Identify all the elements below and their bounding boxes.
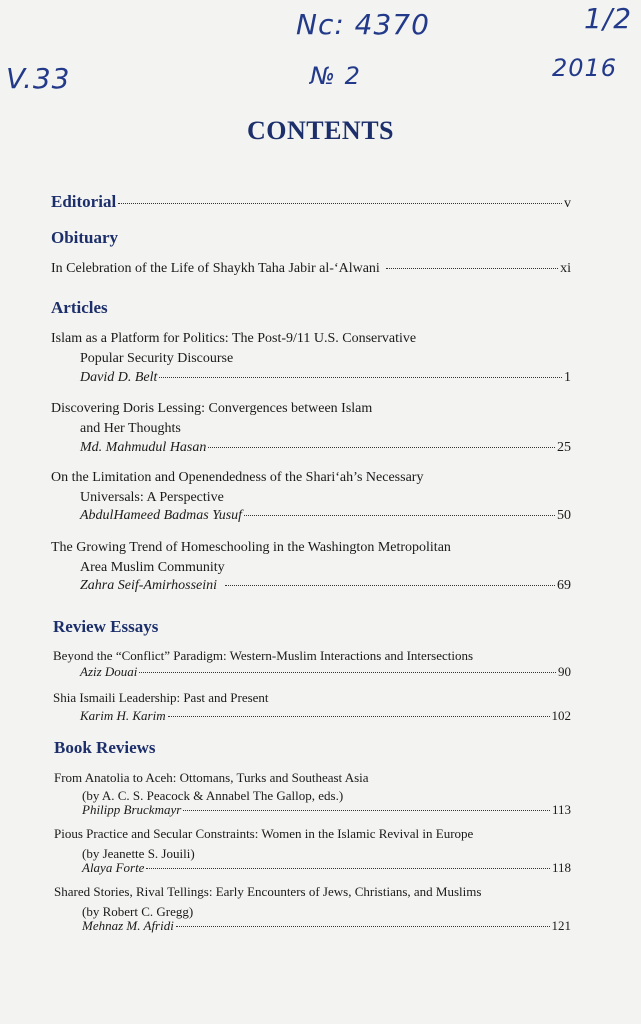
entry-title: In Celebration of the Life of Shaykh Taha Jabir al-‘Alwani	[51, 261, 380, 276]
article-author-row	[80, 508, 571, 524]
handwritten-year: 2016	[552, 54, 618, 82]
review-essays-heading: Review Essays	[53, 617, 159, 636]
dot-leader	[159, 377, 562, 378]
review-essay-title: Beyond the “Conflict” Paradigm: Western-Muslim Interactions and Intersections	[53, 648, 474, 663]
book-review-author-row	[82, 802, 571, 818]
article-author: David D. Belt	[80, 370, 158, 385]
page-number: 90	[558, 664, 571, 679]
handwritten-fraction: 1/2	[584, 2, 633, 35]
handwritten-call-number: Nc: 4370	[296, 8, 430, 41]
book-review-title: From Anatolia to Aceh: Ottomans, Turks and Southeast Asia	[54, 770, 369, 785]
page-number: 118	[551, 860, 571, 875]
book-review-author-row	[82, 860, 571, 876]
page-title: CONTENTS	[246, 116, 395, 145]
page-number: v	[564, 196, 571, 211]
book-review-author-row	[82, 918, 571, 934]
review-essay-title: Shia Ismaili Leadership: Past and Present	[53, 690, 269, 705]
article-author: Zahra Seif-Amirhosseini	[80, 578, 218, 593]
dot-leader	[244, 515, 555, 516]
review-essay-author-row	[80, 708, 571, 724]
article-author: Md. Mahmudul Hasan	[80, 440, 207, 455]
book-review-author: Mehnaz M. Afridi	[82, 918, 174, 933]
book-review-by: (by Robert C. Gregg)	[82, 904, 194, 919]
dot-leader	[176, 926, 550, 927]
editorial-heading: Editorial	[51, 192, 117, 211]
dot-leader	[183, 810, 550, 811]
obituary-heading: Obituary	[51, 228, 119, 247]
article-author-row	[80, 370, 571, 386]
review-essay-author-row	[80, 664, 571, 680]
article-title-line2: Universals: A Perspective	[80, 490, 224, 505]
page-number: 121	[551, 918, 571, 933]
book-review-by: (by Jeanette S. Jouili)	[82, 846, 195, 861]
dot-leader	[118, 203, 562, 204]
dot-leader	[225, 585, 555, 586]
book-review-author: Alaya Forte	[82, 860, 145, 875]
dot-leader	[139, 672, 556, 673]
editorial-entry	[51, 192, 571, 212]
page-number: 102	[551, 708, 571, 723]
page-number: 113	[551, 802, 571, 817]
articles-heading: Articles	[51, 298, 108, 317]
article-author-row	[80, 440, 571, 456]
review-essay-author: Karim H. Karim	[80, 708, 166, 723]
book-review-author: Philipp Bruckmayr	[82, 802, 182, 817]
page-number: xi	[560, 261, 571, 276]
book-reviews-heading: Book Reviews	[54, 738, 156, 757]
dot-leader	[386, 268, 558, 269]
article-title-line1: The Growing Trend of Homeschooling in the Washington Metropolitan	[51, 540, 451, 555]
handwritten-volume: V.33	[6, 62, 71, 95]
dot-leader	[146, 868, 550, 869]
obituary-entry	[51, 261, 571, 277]
article-author-row	[80, 578, 571, 594]
article-title-line1: Islam as a Platform for Politics: The Post-9/11 U.S. Conservative	[51, 331, 417, 346]
article-title-line1: Discovering Doris Lessing: Convergences between Islam	[51, 401, 373, 416]
article-title-line1: On the Limitation and Openendedness of the Shari‘ah’s Necessary	[51, 470, 424, 485]
article-author: AbdulHameed Badmas Yusuf	[80, 508, 243, 523]
dot-leader	[208, 447, 555, 448]
book-review-by: (by A. C. S. Peacock & Annabel The Gallop, eds.)	[82, 788, 344, 803]
dot-leader	[168, 716, 550, 717]
page-number: 50	[557, 508, 571, 523]
review-essay-author: Aziz Douai	[80, 664, 138, 679]
book-review-title: Shared Stories, Rival Tellings: Early Encounters of Jews, Christians, and Muslims	[54, 884, 482, 899]
page-number: 1	[564, 370, 571, 385]
page-number: 25	[557, 440, 571, 455]
article-title-line2: Popular Security Discourse	[80, 351, 234, 366]
article-title-line2: and Her Thoughts	[80, 421, 181, 436]
handwritten-issue: № 2	[310, 62, 361, 90]
article-title-line2: Area Muslim Community	[80, 560, 225, 575]
page-number: 69	[557, 578, 571, 593]
book-review-title: Pious Practice and Secular Constraints: Women in the Islamic Revival in Europe	[54, 826, 474, 841]
